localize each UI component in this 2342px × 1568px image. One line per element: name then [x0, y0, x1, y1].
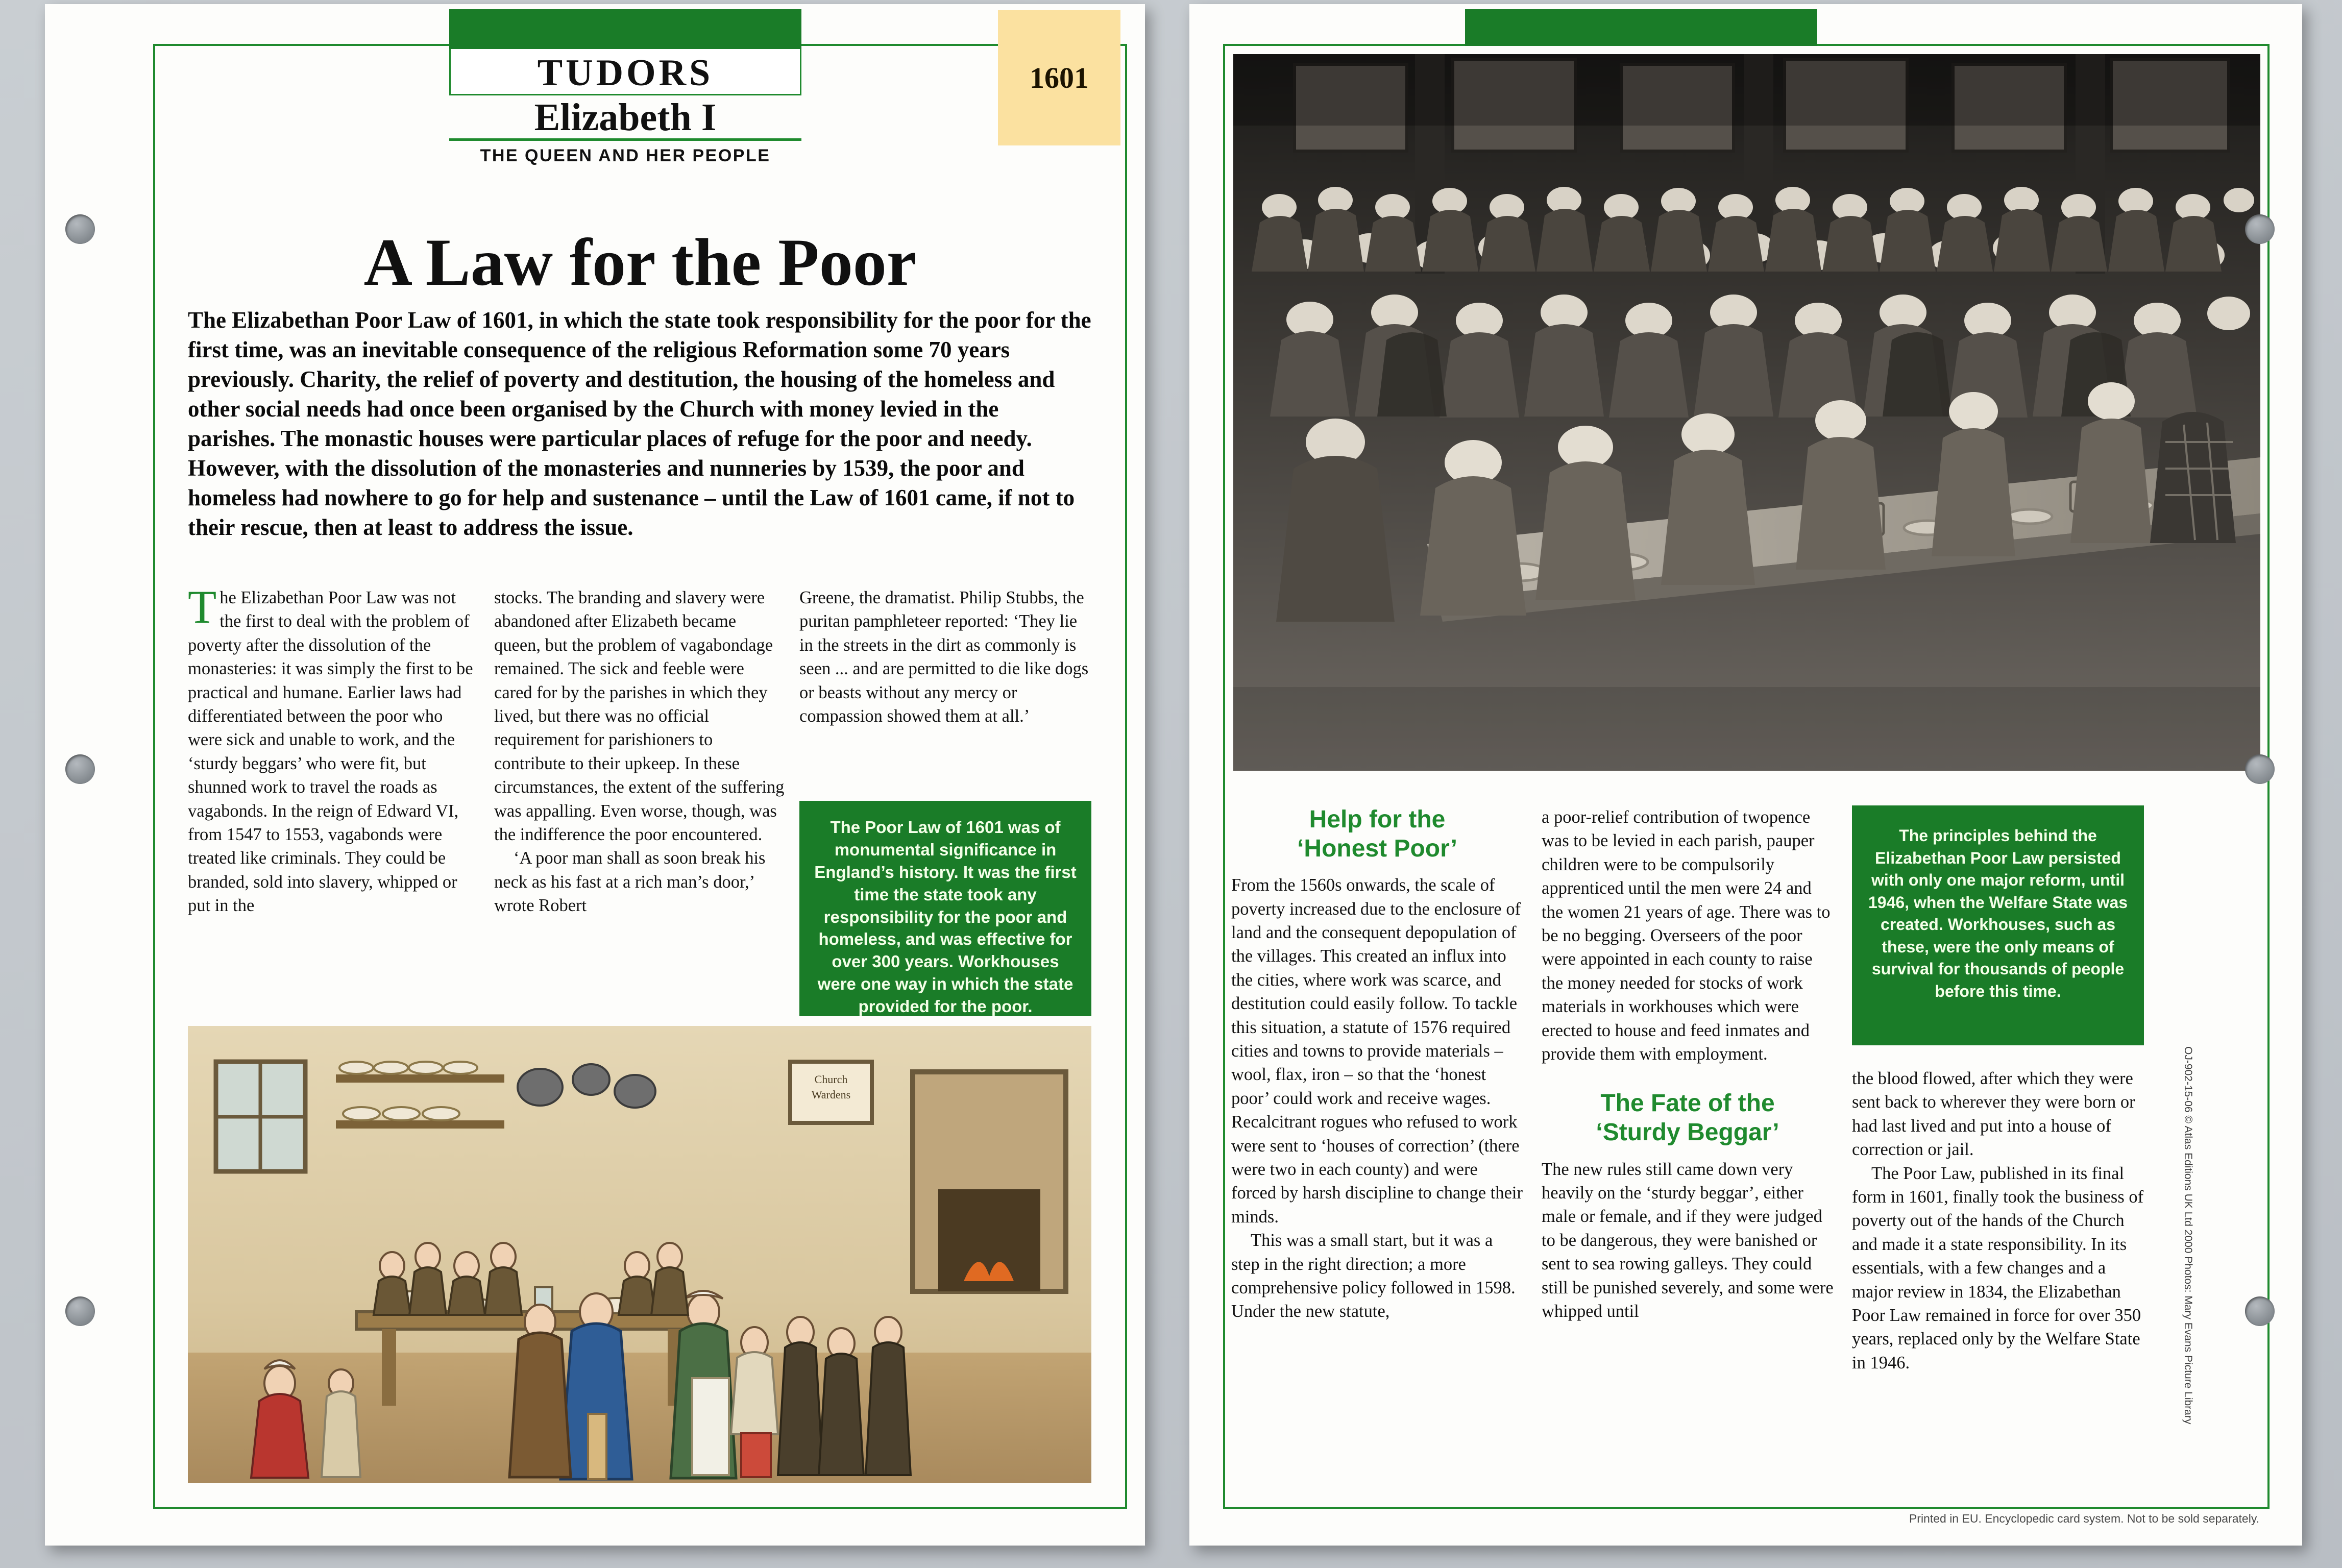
paragraph: ‘A poor man shall as soon break his neck as his fast at a rich man’s door,’ wrote Robert: [494, 848, 766, 916]
date-badge-year: 1601: [1030, 61, 1089, 94]
masthead-subtitle: THE QUEEN AND HER PEOPLE: [480, 145, 771, 165]
punch-hole: [2245, 1296, 2275, 1326]
left-highlight-box: [799, 801, 1091, 1016]
section-heading-line: Help for the: [1309, 806, 1446, 833]
section-heading-help-honest-poor: [1231, 805, 1523, 863]
section-heading-line: ‘Sturdy Beggar’: [1596, 1118, 1779, 1146]
paragraph: [188, 581, 479, 917]
date-badge: [998, 10, 1120, 145]
intro-standfirst: The Elizabethan Poor Law of 1601, in which the state took responsibility for the poor for the first time, was an inevitable consequence of the religious Reformation some 70 years previously. Charity, the relief of poverty and destitution, the housing of the homeless and other social needs had once been organised by the Church with money levied in the parishes. The monastic houses were particular places of refuge for the poor and needy. However, with the dissolution of the monasteries and nunneries by 1539, the poor and homeless had nowhere to go for help and sustenance – until the Law of 1601 came, if not to their rescue, then at least to address the issue.: [188, 307, 1091, 541]
left-body-column-1: [188, 581, 479, 917]
right-card-green-bar: [1465, 9, 1817, 46]
svg-text:Wardens: Wardens: [811, 1088, 851, 1101]
paragraph: This was a small start, but it was a step in the right direction; a more comprehensive policy followed in 1598. Under the new statute,: [1231, 1231, 1516, 1321]
punch-hole: [65, 754, 95, 784]
svg-text:Church: Church: [814, 1073, 848, 1086]
right-body-column-2: [1542, 805, 1834, 1323]
series-title: TUDORS: [537, 52, 714, 94]
paragraph: the blood flowed, after which they were sent back to wherever they were born or had last lived and put into a house of correction or jail.: [1852, 1069, 2135, 1160]
right-body-column-3: [1852, 1067, 2144, 1375]
paragraph: a poor-relief contribution of twopence was to be levied in each parish, pauper children were to be compulsorily apprenticed until the men were 24 and the women 21 years of age. There was to be no begging. Overseers of the poor were appointed in each county to raise the money needed for stocks of work materials in workhouses which were erected to house and feed inmates and provide them with employment.: [1542, 807, 1831, 1064]
punch-hole: [65, 1296, 95, 1326]
punch-hole: [2245, 754, 2275, 784]
right-body-column-1: [1231, 805, 1523, 1324]
monarch-title: Elizabeth I: [449, 95, 801, 141]
right-highlight-box-text: The principles behind the Elizabethan Poor Law persisted with only one major reform, until 1946, when the Welfare State was created. Workhouses, such as these, were the only means of survival for thousands of people before this time.: [1868, 826, 2128, 1000]
paragraph: stocks. The branding and slavery were abandoned after Elizabeth became queen, but the problem of vagabondage remained. The sick and feeble were cared for by the parishes in which they lived, but there was no official requirement for parishioners to contribute to their upkeep. In these circumstances, the extent of the suffering was appalling. Even worse, though, was the indifference the poor encountered.: [494, 588, 785, 844]
punch-hole: [65, 214, 95, 244]
paragraph: The new rules still came down very heavily on the ‘sturdy beggar’, either male or female, and if they were judged to be dangerous, they were banished or sent to sea rowing galleys. They could still be punished severely, and some were whipped until: [1542, 1159, 1834, 1321]
masthead-green-bar: [449, 9, 801, 49]
photo-credit: OJ-902-15-06 © Atlas Editions UK Ltd 2000 Photos: Mary Evans Picture Library: [2182, 1046, 2194, 1425]
right-highlight-box: [1852, 805, 2144, 1045]
masthead-series-box: [449, 49, 801, 95]
left-body-column-2: [494, 586, 785, 917]
section-heading-line: ‘Honest Poor’: [1297, 835, 1457, 862]
section-heading-fate-sturdy-beggar: [1542, 1089, 1834, 1147]
workhouse-photograph: [1233, 54, 2260, 771]
page-title: A Law for the Poor: [363, 225, 917, 300]
punch-hole: [2245, 214, 2275, 244]
masthead: [449, 9, 801, 166]
engraving-illustration: [188, 1026, 1091, 1483]
footer-note: Printed in EU. Encyclopedic card system. Not to be sold separately.: [1909, 1512, 2259, 1525]
paragraph: From the 1560s onwards, the scale of poverty increased due to the enclosure of land and the consequent depopulation of the villages. This created an influx into the cities, where work was scarce, and destitution could easily follow. To tackle this situation, a statute of 1576 required cities and towns to provide materials – wool, flax, iron – so that the ‘honest poor’ could work and receive wages. Recalcitrant rogues who refused to work were sent to ‘houses of correction’ (there were two in each county) and were forced by harsh discipline to change their minds.: [1231, 875, 1523, 1227]
paragraph-text: he Elizabethan Poor Law was not the first to deal with the problem of poverty after the dissolution of the monasteries: it was simply the first to be practical and humane. Earlier laws had differentiated between the poor who were sick and unable to work, and the ‘sturdy beggars’ who were fit, but shunned work to travel the roads as vagabonds. In the reign of Edward VI, from 1547 to 1553, vagabonds were treated like criminals. They could be branded, sold into slavery, whipped or put in the: [188, 588, 473, 916]
paragraph: Greene, the dramatist. Philip Stubbs, the puritan pamphleteer reported: ‘They lie in the streets in the dirt as commonly is seen ... and are permitted to die like dogs or beasts without any mercy or compassion showed them at all.’: [799, 588, 1089, 726]
section-heading-line: The Fate of the: [1600, 1090, 1775, 1117]
drop-cap: T: [188, 581, 217, 633]
left-highlight-box-text: The Poor Law of 1601 was of monumental significance in England’s history. It was the first time the state took any responsibility for the poor and homeless, and was effective for over 300 years. Workhouses were one way in which the state provided for the poor.: [814, 818, 1077, 1016]
paragraph: The Poor Law, published in its final form in 1601, finally took the business of poverty out of the hands of the Church and made it a state responsibility. In its essentials, with a few changes and a major review in 1834, the Elizabethan Poor Law remained in force for over 350 years, replaced only by the Welfare State in 1946.: [1852, 1163, 2144, 1373]
left-body-column-3: [799, 586, 1091, 728]
